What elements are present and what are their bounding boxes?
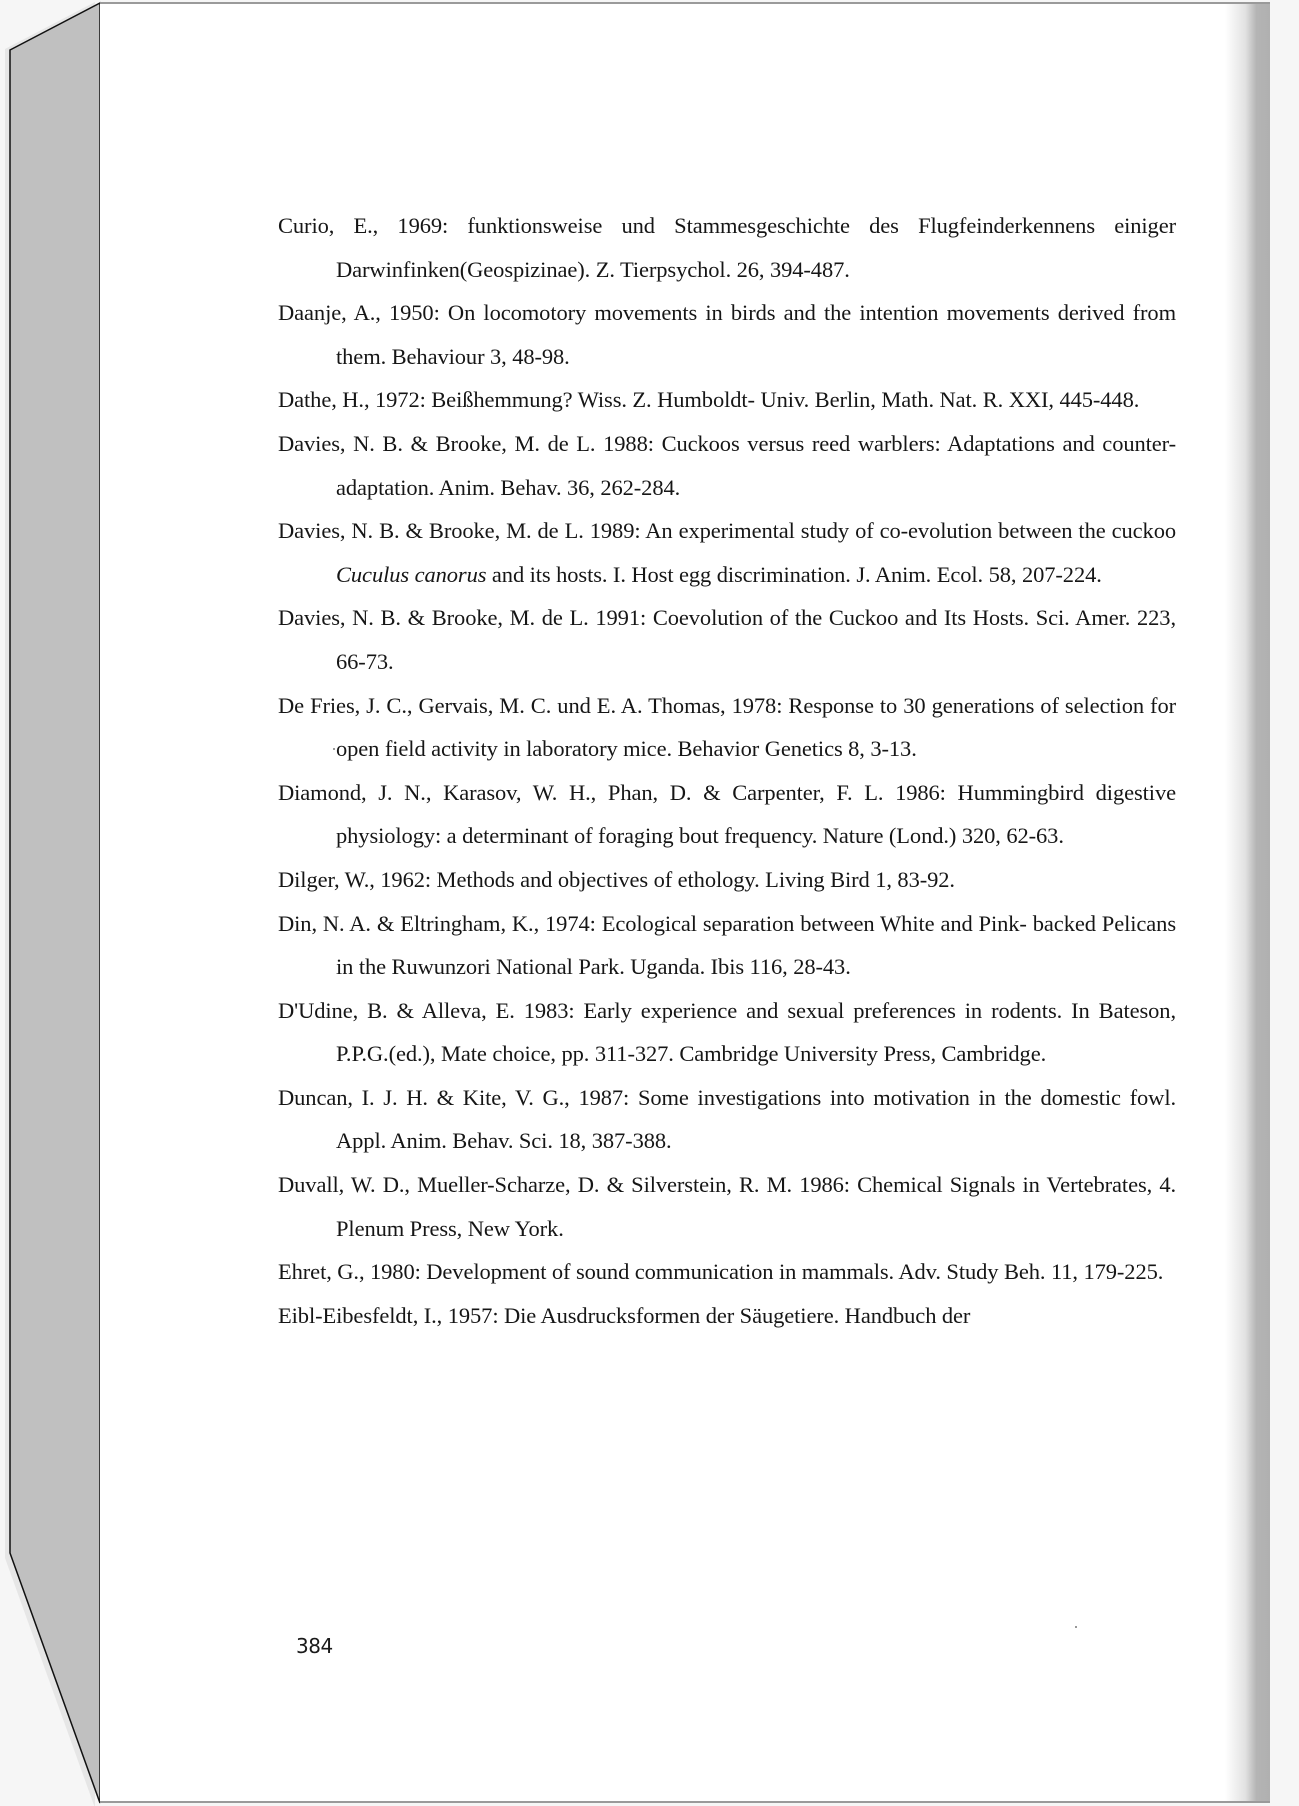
reference-entry — [278, 1294, 1176, 1338]
reference-list — [278, 204, 1176, 1337]
reference-line: Eibl-Eibesfeldt, I., 1957: Die Ausdrucksformen der Säugetiere. Handbuch der — [278, 1302, 971, 1328]
reference-entry — [278, 1163, 1176, 1250]
reference-entry — [278, 422, 1176, 509]
reference-line: Davies, N. B. & Brooke, M. de L. 1989: An experimental study of co-evolution — [278, 518, 993, 544]
reference-entry — [278, 378, 1176, 422]
reference-entry — [278, 596, 1176, 683]
reference-line: Davies, N. B. & Brooke, M. de L. 1991: Coevolution of the Cuckoo and Its Hosts. Sci. — [278, 605, 1070, 631]
reference-line: and its hosts. I. Host egg discrimination. J. — [486, 561, 871, 587]
reference-line: Dathe, H., 1972: Beißhemmung? Wiss. Z. Humboldt- Univ. Berlin, Math. Nat. R. — [278, 387, 1004, 413]
reference-entry — [278, 204, 1176, 291]
page-number: 384 — [296, 1634, 333, 1658]
reference-line: selection for open field activity in laboratory mice. Behavior Genetics 8, 3-13. — [336, 692, 1176, 762]
reference-line: Davies, N. B. & Brooke, M. de L. 1988: Cuckoos versus reed warblers: Adaptations — [278, 430, 1055, 456]
reference-line: Anim. Ecol. 58, 207-224. — [874, 561, 1102, 587]
reference-line: Curio, E., 1969: funktionsweise und Stammesgeschichte des Flugfeinderkennens — [278, 213, 1095, 238]
reference-entry — [278, 989, 1176, 1076]
reference-line: 11, 179-225. — [1050, 1259, 1164, 1285]
reference-entry — [278, 902, 1176, 989]
reference-line: Duncan, I. J. H. & Kite, V. G., 1987: Some investigations into motivation in the — [278, 1084, 1032, 1110]
reference-line: Din, N. A. & Eltringham, K., 1974: Ecological separation between White and Pink- — [278, 910, 1027, 936]
spine-face — [10, 3, 100, 1803]
scan-speck — [1075, 1626, 1077, 1628]
reference-line: Vertebrates, 4. Plenum Press, New York. — [336, 1172, 1176, 1241]
reference-line: domestic fowl. Appl. Anim. Behav. Sci. 18, 387-388. — [336, 1084, 1176, 1154]
reference-line: Daanje, A., 1950: On locomotory movements in birds and the intention movements — [278, 300, 1050, 326]
reference-line: Diamond, J. N., Karasov, W. H., Phan, D. & Carpenter, F. L. 1986: Hummingbird — [278, 779, 1084, 805]
reference-entry — [278, 858, 1176, 902]
reference-entry — [278, 684, 1176, 771]
reference-line: Bateson, P.P.G.(ed.), Mate choice, pp. 311-327. Cambridge University Press, — [336, 997, 1176, 1067]
page-sheet — [100, 2, 1270, 1803]
reference-line: 320, 62-63. — [961, 823, 1064, 849]
reference-entry — [278, 1250, 1176, 1294]
reference-line: derived from them. Behaviour 3, 48-98. — [336, 300, 1176, 369]
reference-entry — [278, 1076, 1176, 1163]
reference-line: digestive physiology: a determinant of foraging bout frequency. Nature (Lond.) — [336, 779, 1176, 849]
reference-line: Duvall, W. D., Mueller-Scharze, D. & Silverstein, R. M. 1986: Chemical Signals in — [278, 1172, 1040, 1198]
scan-speck — [333, 748, 335, 750]
reference-line: Cambridge. — [941, 1041, 1047, 1067]
reference-line: Amer. 223, 66-73. — [336, 605, 1176, 674]
reference-line: De Fries, J. C., Gervais, M. C. und E. A. Thomas, 1978: Response to 30 generations of — [278, 692, 1059, 718]
reference-line: between the cuckoo — [998, 518, 1177, 544]
reference-entry — [278, 509, 1176, 596]
page-edge-shadow — [1225, 4, 1270, 1801]
reference-line: Dilger, W., 1962: Methods and objectives of ethology. Living Bird 1, 83-92. — [278, 866, 955, 892]
reference-line: D'Udine, B. & Alleva, E. 1983: Early experience and sexual preferences in rodents. In — [278, 997, 1090, 1023]
reference-line: and counter-adaptation. Anim. Behav. 36, 262-284. — [336, 430, 1177, 500]
reference-entry — [278, 291, 1176, 378]
reference-line: XXI, 445-448. — [1008, 387, 1140, 413]
reference-line: backed Pelicans in the Ruwunzori National Park. Uganda. Ibis 116, 28-43. — [336, 910, 1176, 980]
species-name: Cuculus canorus — [336, 561, 487, 587]
reference-entry — [278, 771, 1176, 858]
reference-line: Ehret, G., 1980: Development of sound communication in mammals. Adv. Study Beh. — [278, 1259, 1046, 1285]
spine-shadow — [5, 2, 95, 1806]
reference-line: einiger Darwinfinken(Geospizinae). Z. Tierpsychol. 26, 394-487. — [336, 213, 1176, 282]
